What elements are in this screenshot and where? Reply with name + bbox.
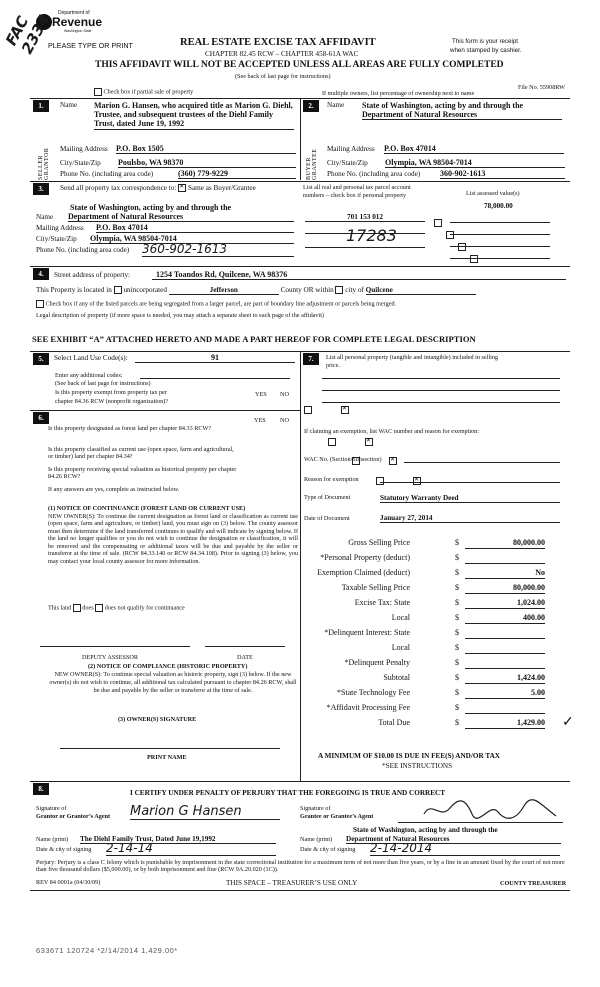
parcel-4-checkbox[interactable] — [470, 255, 478, 263]
parcel-1-checkbox[interactable] — [434, 219, 442, 227]
exhibit-a-text: SEE EXHIBIT “A” ATTACHED HERETO AND MADE A PART HEREOF FOR COMPLETE LEGAL DESCRIPTION — [32, 334, 476, 344]
seller-side-label: SELLER GRANTOR — [38, 147, 50, 180]
dollar-sign: $ — [455, 628, 459, 637]
does-label: does — [82, 604, 94, 612]
section5-yes: YES — [255, 391, 267, 398]
calc-row-interest-local — [300, 641, 560, 655]
section3-phone-value[interactable]: 360-902-1613 — [142, 242, 294, 257]
assessed-line-2[interactable] — [450, 234, 550, 235]
print-name-label: PRINT NAME — [147, 754, 187, 761]
form-title: REAL ESTATE EXCISE TAX AFFIDAVIT — [180, 37, 376, 48]
section-8-number: 8. — [33, 783, 49, 795]
city-checkbox[interactable] — [335, 286, 343, 294]
revision-number: REV 84 0001a (04/30/09) — [36, 879, 101, 886]
grantee-date-value[interactable]: 2-14-2014 — [370, 841, 560, 856]
street-address-value[interactable]: 1254 Toandos Rd, Quilcene, WA 98376 — [152, 270, 566, 280]
dollar-sign: $ — [455, 568, 459, 577]
dollar-sign: $ — [455, 553, 459, 562]
county-or-label: County OR within — [280, 286, 334, 294]
multiple-owners-note: If multiple owners, list percentage of ownership next to name — [322, 90, 475, 97]
partial-sale-row — [94, 88, 193, 96]
grantor-date-label: Date & city of signing — [36, 846, 92, 853]
calc-value[interactable] — [465, 643, 545, 654]
reason-exemption-label: Reason for exemption — [304, 476, 359, 483]
notice-continuance-body: NEW OWNER(S): To continue the current designation as forest land or classification as current use (open space, farm and agriculture, or timber) land, you must sign on (3) below. The county assessor must then determine if the land transferred continues to qualify and will indicate by signing below. If the land no longer qualifies or you do not wish to continue the designation or classification, it will be removed and the compensating or additional taxes will be due and payable by the seller or transferor at the time of sale. (RCW 84.33.140 or RCW 84.34.108). Prior to signing (3) below, you may contact your local county assessor for more information. — [48, 513, 298, 565]
dollar-sign: $ — [455, 538, 459, 547]
certify-statement: I CERTIFY UNDER PENALTY OF PERJURY THAT THE FOREGOING IS TRUE AND CORRECT — [130, 789, 445, 797]
calc-value[interactable]: 80,000.00 — [465, 538, 545, 549]
section-4-number: 4. — [33, 268, 49, 280]
buyer-side-label: BUYER GRANTEE — [306, 148, 318, 180]
does-checkbox[interactable] — [73, 604, 81, 612]
exempt-question-2: chapter 84.36 RCW (nonprofit organization)? — [55, 398, 169, 405]
calc-label: Subtotal — [383, 673, 410, 682]
parcel-number-3[interactable] — [305, 246, 425, 248]
seller-phone-label: Phone No. (including area code) — [60, 170, 154, 178]
street-address-label: Street address of property: — [54, 271, 131, 279]
claiming-exemption-label: If claiming an exemption, list WAC number and reason for exemption: — [304, 428, 479, 435]
buyer-phone-value[interactable]: 360-902-1613 — [440, 169, 565, 179]
legal-description-label: Legal description of property (if more space is needed, you may attach a separate sheet to each page of the affidavit) — [36, 312, 324, 319]
segregated-checkbox[interactable] — [36, 300, 44, 308]
logo-sub-text: Washington State — [64, 29, 92, 33]
calc-label: *Delinquent Penalty — [344, 658, 410, 667]
city-value[interactable]: Quilcene — [366, 286, 476, 295]
calc-row-gross — [300, 536, 560, 550]
section6-no: NO — [280, 417, 289, 424]
seller-name-value[interactable]: Marion G. Hansen, who acquired title as Marion G. Diehl, Trustee, and subsequent trustees of the Diehl Family Trust, dated June 19, 1992 — [94, 101, 293, 129]
calc-value[interactable]: 5.00 — [465, 688, 545, 699]
personal-property-label-1: List all personal property (tangible and intangible) included in selling — [326, 354, 499, 361]
wac-number-label: WAC No. (Section/Subsection) — [304, 456, 382, 463]
parcel-number-handwritten[interactable]: 17283 — [346, 226, 397, 245]
exempt-question-1: Is this property exempt from property tax per — [55, 389, 167, 396]
land-use-label: Select Land Use Code(s): — [54, 354, 128, 362]
calc-value[interactable]: 1,424.00 — [465, 673, 545, 684]
dollar-sign: $ — [455, 643, 459, 652]
calc-label: *Personal Property (deduct) — [320, 553, 410, 562]
located-in-row — [36, 286, 566, 295]
section3-name-top: State of Washington, acting by and through the — [70, 203, 232, 212]
form-warning: THIS AFFIDAVIT WILL NOT BE ACCEPTED UNLESS ALL AREAS ARE FULLY COMPLETED — [95, 60, 504, 70]
segregated-label: Check box if any of the listed parcels are being segregated from a larger parcel, are part of boundary line adjustment or parcels being merged. — [45, 300, 397, 308]
calc-label: *Affidavit Processing Fee — [326, 703, 410, 712]
same-as-buyer-label: Same as Buyer/Grantee — [187, 184, 256, 192]
personal-property-line-2[interactable] — [322, 390, 560, 391]
calc-label: Exemption Claimed (deduct) — [317, 568, 410, 577]
calc-label: Taxable Selling Price — [341, 583, 410, 592]
calc-row-personal — [300, 551, 560, 565]
dollar-sign: $ — [455, 613, 459, 622]
same-as-buyer-checkbox[interactable] — [178, 184, 186, 192]
parcel-3-checkbox[interactable] — [458, 243, 466, 251]
form-chapter: CHAPTER 82.45 RCW – CHAPTER 458-61A WAC — [205, 50, 359, 58]
minimum-due-note: A MINIMUM OF $10.00 IS DUE IN FEE(S) AND/OR TAX — [318, 752, 500, 760]
calc-value[interactable] — [465, 553, 545, 564]
forest-no-checkbox[interactable] — [365, 438, 373, 446]
section-1-number: 1. — [33, 100, 49, 112]
section3-name-value[interactable]: Department of Natural Resources — [68, 212, 294, 222]
calc-row-processing-fee — [300, 701, 560, 715]
notice-compliance-title: (2) NOTICE OF COMPLIANCE (HISTORIC PROPERTY) — [88, 663, 248, 670]
document-date-value[interactable]: January 27, 2014 — [380, 514, 560, 523]
calc-label: Local — [391, 643, 410, 652]
receipt-note-1: This form is your receipt — [452, 38, 519, 45]
assessor-date-line[interactable] — [205, 646, 285, 647]
section3-mailing-value[interactable]: P.O. Box 47014 — [96, 223, 294, 233]
calc-label: Gross Selling Price — [348, 538, 410, 547]
assessed-line-3[interactable] — [450, 246, 550, 247]
notice-compliance-body: NEW OWNER(S): To continue special valuation as historic property, sign (3) below. If the new owner(s) do not wish to continue, all additional tax calculated pursuant to chapter 84.26 RCW, shall be due and payable by the seller or transferor at the time of sale. — [49, 671, 297, 694]
wac-number-field[interactable] — [404, 462, 560, 463]
current-use-question: Is this property classified as current use (open space, farm and agricultural, or timber) land per chapter 84.34? — [48, 446, 234, 461]
calc-row-tech-fee — [300, 686, 560, 700]
section-3-number: 3. — [33, 183, 49, 195]
grantee-signature-label-1: Signature of — [300, 805, 331, 812]
grantee-name-value[interactable]: Department of Natural Resources — [346, 835, 561, 844]
section-6-number: 6. — [33, 412, 49, 424]
buyer-name-label: Name — [327, 101, 345, 109]
personal-property-label-2: price. — [326, 362, 340, 369]
see-instructions-note: *SEE INSTRUCTIONS — [382, 762, 453, 770]
section3-city-label: City/State/Zip — [36, 235, 77, 243]
seller-mailing-value[interactable]: P.O. Box 1505 — [116, 144, 296, 154]
forest-yes-checkbox[interactable] — [328, 438, 336, 446]
notice-continuance-title: (1) NOTICE OF CONTINUANCE (FOREST LAND OR CURRENT USE) — [48, 505, 246, 512]
dollar-sign: $ — [455, 688, 459, 697]
dollar-sign: $ — [455, 658, 459, 667]
this-land-row — [48, 604, 185, 612]
partial-sale-label: Check box if partial sale of property — [103, 88, 194, 96]
treasurer-stamp: 633671 120724 *2/14/2014 1,429.00* — [36, 946, 178, 955]
treasurer-use-only: THIS SPACE – TREASURER’S USE ONLY — [226, 879, 358, 887]
seller-name-label: Name — [60, 101, 78, 109]
parcel-header-1: List all real and personal tax parcel account — [303, 184, 411, 191]
section3-city-value[interactable]: Olympia, WA 98504-7014 — [90, 234, 294, 244]
seller-mailing-label: Mailing Address — [60, 145, 108, 153]
dollar-sign: $ — [455, 703, 459, 712]
personal-property-line-3[interactable] — [322, 402, 560, 403]
dollar-sign: $ — [455, 673, 459, 682]
calc-row-subtotal — [300, 671, 560, 685]
calc-value[interactable]: 80,000.00 — [465, 583, 545, 594]
calc-row-penalty — [300, 656, 560, 670]
calc-value[interactable]: 1,024.00 — [465, 598, 545, 609]
county-value[interactable]: Jefferson — [169, 286, 279, 295]
reason-exemption-field[interactable] — [380, 482, 560, 483]
calc-value[interactable] — [465, 658, 545, 669]
calc-row-excise-local — [300, 611, 560, 625]
assessed-value-1[interactable]: 78,000.00 — [484, 202, 513, 210]
personal-property-line-1[interactable] — [322, 378, 560, 379]
owner-signature-label: (3) OWNER(S) SIGNATURE — [118, 716, 197, 723]
historic-question: Is this property receiving special valuation as historical property per chapter 84.26 RCW? — [48, 466, 237, 481]
additional-codes-label: Enter any additional codes: — [55, 372, 123, 379]
calc-value[interactable]: 1,429.00 — [465, 718, 545, 729]
receipt-note-2: when stamped by cashier. — [450, 47, 522, 54]
buyer-mailing-value[interactable]: P.O. Box 47014 — [384, 144, 564, 154]
logo-top-text: Department of — [58, 10, 90, 16]
current-use-no-checkbox[interactable] — [389, 457, 397, 465]
parcel-2-checkbox[interactable] — [446, 231, 454, 239]
buyer-mailing-label: Mailing Address — [327, 145, 375, 153]
send-correspondence-label: Send all property tax correspondence to: — [60, 184, 177, 192]
calc-row-excise-state — [300, 596, 560, 610]
parcel-header-2: numbers – check box if personal property — [303, 192, 407, 199]
exempt-yes-checkbox[interactable] — [304, 406, 312, 414]
segregated-row — [36, 300, 576, 308]
dollar-sign: $ — [455, 598, 459, 607]
see-back-note: (See back of last page for instructions) — [235, 73, 331, 80]
grantor-name-print-label: Name (print) — [36, 836, 69, 843]
calc-value[interactable]: 400.00 — [465, 613, 545, 624]
section-7-number: 7. — [303, 353, 319, 365]
county-treasurer-label: COUNTY TREASURER — [500, 880, 567, 887]
section3-name-label: Name — [36, 213, 54, 221]
section6-yes: YES — [254, 417, 266, 424]
exempt-no-checkbox[interactable] — [341, 406, 349, 414]
assessor-date-label: DATE — [237, 654, 253, 661]
section5-see-back: (See back of last page for instructions) — [55, 380, 151, 387]
deputy-assessor-label: DEPUTY ASSESSOR — [82, 654, 138, 661]
grantor-signature[interactable]: Marion G Hansen — [130, 804, 280, 820]
assessed-line-4[interactable] — [450, 258, 550, 259]
section3-phone-label: Phone No. (including area code) — [36, 246, 130, 254]
deputy-assessor-line[interactable] — [40, 646, 190, 647]
please-type-label: PLEASE TYPE OR PRINT — [48, 41, 133, 50]
document-date-label: Date of Document — [304, 515, 350, 522]
file-number: File No. 55908RW — [518, 84, 565, 91]
located-in-label: This Property is located in — [36, 286, 112, 294]
calc-row-exemption — [300, 566, 560, 580]
additional-codes-field[interactable] — [140, 378, 290, 379]
seller-phone-value[interactable]: (360) 779-9229 — [178, 169, 296, 179]
does-not-label: does not qualify for continuance — [104, 604, 185, 612]
dollar-sign: $ — [455, 718, 459, 727]
calc-row-interest-state — [300, 626, 560, 640]
buyer-name-value[interactable]: State of Washington, acting by and through the Department of Natural Resources — [362, 101, 562, 120]
forest-land-question: Is this property designated as forest land per chapter 84.33 RCW? — [48, 425, 212, 432]
calc-row-total — [300, 716, 560, 730]
seller-city-label: City/State/Zip — [60, 159, 101, 167]
dollar-sign: $ — [455, 583, 459, 592]
assessed-line-1[interactable] — [450, 222, 550, 223]
unincorporated-label: unincorporated — [123, 286, 167, 294]
logo-main-text: Revenue — [52, 15, 103, 29]
calc-label: Total Due — [378, 718, 410, 727]
calc-label: *Delinquent Interest: State — [324, 628, 410, 637]
calc-value[interactable]: No — [465, 568, 545, 579]
grantor-agent-label: Grantor or Grantor’s Agent — [36, 813, 111, 820]
owner-signature-line[interactable] — [60, 748, 280, 749]
send-correspondence-row — [60, 184, 256, 192]
grantee-name-print-label: Name (print) — [300, 836, 333, 843]
calc-label: Local — [391, 613, 410, 622]
calc-label: Excise Tax: State — [354, 598, 410, 607]
assessed-header: List assessed value(s) — [466, 190, 520, 197]
any-answers-note: If any answers are yes, complete as instructed below. — [48, 486, 180, 493]
buyer-city-value[interactable]: Olympia, WA 98504-7014 — [385, 158, 565, 168]
seller-city-value[interactable]: Poulsbo, WA 98370 — [118, 158, 296, 168]
document-type-label: Type of Document — [304, 494, 351, 501]
grantee-name-top: State of Washington, acting by and through the — [353, 826, 498, 834]
grantee-agent-label: Grantee or Grantee’s Agent — [300, 813, 374, 820]
section5-no: NO — [280, 391, 289, 398]
does-not-checkbox[interactable] — [95, 604, 103, 612]
calc-label: *State Technology Fee — [336, 688, 410, 697]
calc-value[interactable] — [465, 628, 545, 639]
calc-value[interactable] — [465, 703, 545, 714]
perjury-statement: Perjury: Perjury is a class C felony which is punishable by imprisonment in the state correctional institution for a maximum term of not more than five years, or by a fine in an amount fixed by the court of not more than five thousand dollars ($5,000.00), or by both imprisonment and fine (RCW 9A.20.020 (1C)). — [36, 859, 565, 874]
grantee-date-label: Date & city of signing — [300, 846, 356, 853]
buyer-city-label: City/State/Zip — [327, 159, 368, 167]
grantor-name-value[interactable]: The Diehl Family Trust, Dated June 19,1992 — [80, 835, 276, 844]
handwritten-stamp: FAC 2334 — [2, 11, 54, 57]
this-land-label: This land — [48, 604, 72, 612]
grantor-signature-label-1: Signature of — [36, 805, 67, 812]
document-type-value[interactable]: Statutory Warranty Deed — [380, 494, 560, 503]
grantor-date-value[interactable]: 2-14-14 — [106, 841, 276, 856]
city-of-label: city of — [345, 286, 364, 294]
section3-mailing-label: Mailing Address — [36, 224, 84, 232]
parcel-number-1[interactable]: 701 153 012 — [305, 213, 425, 222]
checkmark-icon: ✓ — [562, 715, 574, 730]
buyer-phone-label: Phone No. (including area code) — [327, 170, 421, 178]
partial-sale-checkbox[interactable] — [94, 88, 102, 96]
grantee-signature-scribble — [420, 798, 560, 822]
unincorporated-checkbox[interactable] — [114, 286, 122, 294]
section-2-number: 2. — [303, 100, 319, 112]
calc-row-taxable — [300, 581, 560, 595]
section-5-number: 5. — [33, 353, 49, 365]
land-use-value[interactable]: 91 — [135, 353, 295, 363]
